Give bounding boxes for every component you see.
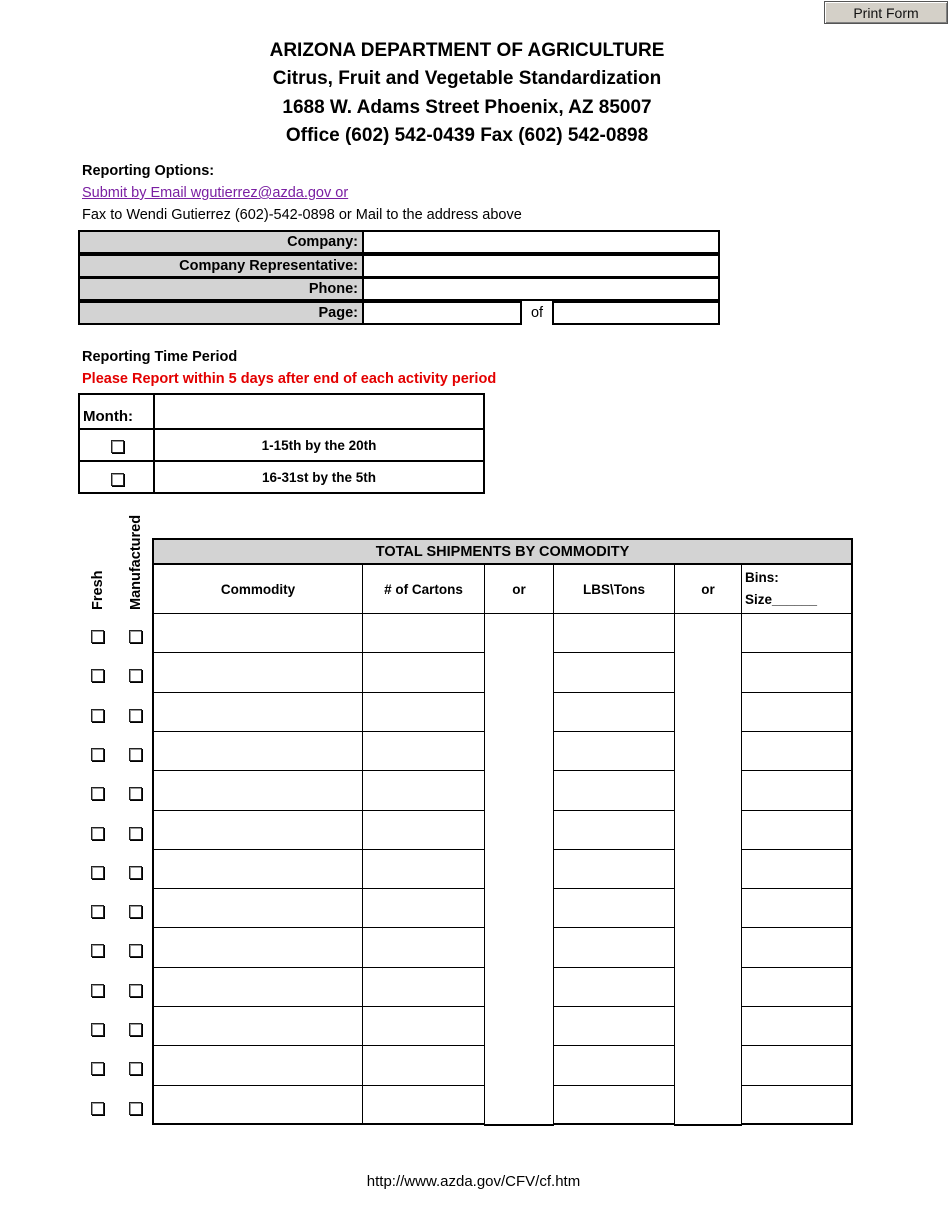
- bins-input-row-1[interactable]: [741, 613, 853, 653]
- lbs-tons-input-row-4[interactable]: [553, 731, 675, 771]
- shipments-table-title: TOTAL SHIPMENTS BY COMMODITY: [152, 538, 853, 565]
- manufactured-checkbox-row-10[interactable]: [129, 984, 142, 997]
- commodity-input-row-10[interactable]: [152, 967, 363, 1007]
- page-total-input[interactable]: [552, 301, 720, 325]
- manufactured-checkbox-row-9[interactable]: [129, 944, 142, 957]
- lbs-tons-input-row-9[interactable]: [553, 927, 675, 968]
- fax-mail-instructions: Fax to Wendi Gutierrez (602)-542-0898 or Mail to the address above: [82, 207, 522, 223]
- month-label: Month:: [78, 393, 155, 430]
- agency-title: ARIZONA DEPARTMENT OF AGRICULTURE: [269, 40, 665, 61]
- fresh-checkbox-row-8[interactable]: [91, 905, 104, 918]
- lbs-tons-input-row-6[interactable]: [553, 810, 675, 850]
- bins-input-row-8[interactable]: [741, 888, 853, 928]
- or-column-body-2: [674, 613, 742, 1126]
- cartons-column-header: # of Cartons: [362, 564, 485, 614]
- fresh-checkbox-row-6[interactable]: [91, 827, 104, 840]
- bins-column-header: [741, 564, 853, 614]
- page-label: Page:: [78, 301, 364, 325]
- bins-input-row-13[interactable]: [741, 1085, 853, 1125]
- period-1-checkbox-cell: [78, 428, 155, 462]
- lbs-tons-input-row-7[interactable]: [553, 849, 675, 889]
- manufactured-checkbox-row-6[interactable]: [129, 827, 142, 840]
- manufactured-checkbox-row-4[interactable]: [129, 748, 142, 761]
- fresh-checkbox-row-1[interactable]: [91, 630, 104, 643]
- manufactured-checkbox-row-3[interactable]: [129, 709, 142, 722]
- cartons-input-row-6[interactable]: [362, 810, 485, 850]
- month-input[interactable]: [153, 393, 485, 430]
- bins-input-row-4[interactable]: [741, 731, 853, 771]
- cartons-input-row-12[interactable]: [362, 1045, 485, 1086]
- or-column-body-1: [484, 613, 554, 1126]
- fresh-checkbox-row-2[interactable]: [91, 669, 104, 682]
- agency-phone-fax: Office (602) 542-0439 Fax (602) 542-0898: [285, 125, 649, 146]
- fresh-checkbox-row-10[interactable]: [91, 984, 104, 997]
- division-title: Citrus, Fruit and Vegetable Standardization: [272, 68, 662, 89]
- bins-input-row-6[interactable]: [741, 810, 853, 850]
- fresh-checkbox-row-12[interactable]: [91, 1062, 104, 1075]
- manufactured-checkbox-row-2[interactable]: [129, 669, 142, 682]
- fresh-checkbox-row-11[interactable]: [91, 1023, 104, 1036]
- fresh-checkbox-row-9[interactable]: [91, 944, 104, 957]
- phone-input[interactable]: [362, 277, 720, 301]
- print-form-button[interactable]: Print Form: [824, 1, 948, 24]
- company-input[interactable]: [362, 230, 720, 254]
- commodity-input-row-9[interactable]: [152, 927, 363, 968]
- lbs-tons-input-row-2[interactable]: [553, 652, 675, 693]
- agency-address: 1688 W. Adams Street Phoenix, AZ 85007: [282, 97, 652, 118]
- phone-label: Phone:: [78, 277, 364, 301]
- manufactured-checkbox-row-12[interactable]: [129, 1062, 142, 1075]
- fresh-checkbox-row-4[interactable]: [91, 748, 104, 761]
- bins-input-row-2[interactable]: [741, 652, 853, 693]
- cartons-input-row-13[interactable]: [362, 1085, 485, 1125]
- cartons-input-row-10[interactable]: [362, 967, 485, 1007]
- commodity-input-row-13[interactable]: [152, 1085, 363, 1125]
- bins-input-row-12[interactable]: [741, 1045, 853, 1086]
- commodity-input-row-12[interactable]: [152, 1045, 363, 1086]
- lbs-tons-input-row-13[interactable]: [553, 1085, 675, 1125]
- commodity-input-row-3[interactable]: [152, 692, 363, 732]
- manufactured-checkbox-row-7[interactable]: [129, 866, 142, 879]
- manufactured-checkbox-row-11[interactable]: [129, 1023, 142, 1036]
- commodity-column-header: Commodity: [152, 564, 363, 614]
- period-2-checkbox[interactable]: [111, 473, 124, 486]
- period-2-checkbox-cell: [78, 460, 155, 494]
- commodity-input-row-6[interactable]: [152, 810, 363, 850]
- lbs-tons-input-row-5[interactable]: [553, 770, 675, 811]
- bins-label: Bins:: [745, 570, 779, 585]
- commodity-input-row-4[interactable]: [152, 731, 363, 771]
- period-1-label: 1-15th by the 20th: [153, 428, 485, 462]
- commodity-input-row-7[interactable]: [152, 849, 363, 889]
- bins-size-label: Size______: [745, 592, 818, 607]
- commodity-input-row-5[interactable]: [152, 770, 363, 811]
- or-column-header-2: or: [674, 564, 742, 614]
- manufactured-checkbox-row-5[interactable]: [129, 787, 142, 800]
- lbs-tons-input-row-10[interactable]: [553, 967, 675, 1007]
- commodity-input-row-2[interactable]: [152, 652, 363, 693]
- lbs-tons-input-row-1[interactable]: [553, 613, 675, 653]
- representative-label: Company Representative:: [78, 254, 364, 278]
- footer-url: http://www.azda.gov/CFV/cf.htm: [366, 1173, 581, 1190]
- cartons-input-row-8[interactable]: [362, 888, 485, 928]
- page-of-label: of: [530, 305, 544, 321]
- fresh-checkbox-row-5[interactable]: [91, 787, 104, 800]
- submit-by-email-link[interactable]: Submit by Email wgutierrez@azda.gov or: [82, 185, 349, 201]
- lbs-tons-input-row-11[interactable]: [553, 1006, 675, 1046]
- commodity-input-row-1[interactable]: [152, 613, 363, 653]
- lbs-tons-input-row-12[interactable]: [553, 1045, 675, 1086]
- cartons-input-row-5[interactable]: [362, 770, 485, 811]
- period-2-label: 16-31st by the 5th: [153, 460, 485, 494]
- period-1-checkbox[interactable]: [111, 440, 124, 453]
- representative-input[interactable]: [362, 254, 720, 278]
- cartons-input-row-2[interactable]: [362, 652, 485, 693]
- bins-input-row-10[interactable]: [741, 967, 853, 1007]
- cartons-input-row-1[interactable]: [362, 613, 485, 653]
- cartons-input-row-11[interactable]: [362, 1006, 485, 1046]
- time-period-title: Reporting Time Period: [82, 349, 238, 365]
- bins-input-row-9[interactable]: [741, 927, 853, 968]
- lbs-tons-input-row-8[interactable]: [553, 888, 675, 928]
- page-number-input[interactable]: [362, 301, 522, 325]
- bins-input-row-11[interactable]: [741, 1006, 853, 1046]
- bins-input-row-5[interactable]: [741, 770, 853, 811]
- commodity-input-row-8[interactable]: [152, 888, 363, 928]
- or-column-header-1: or: [484, 564, 554, 614]
- company-label: Company:: [78, 230, 364, 254]
- bins-input-row-7[interactable]: [741, 849, 853, 889]
- manufactured-checkbox-row-1[interactable]: [129, 630, 142, 643]
- fresh-checkbox-row-7[interactable]: [91, 866, 104, 879]
- report-deadline-notice: Please Report within 5 days after end of each activity period: [82, 371, 497, 387]
- cartons-input-row-3[interactable]: [362, 692, 485, 732]
- fresh-checkbox-row-3[interactable]: [91, 709, 104, 722]
- fresh-column-label: Fresh: [90, 570, 106, 610]
- reporting-options-title: Reporting Options:: [82, 163, 215, 179]
- cartons-input-row-9[interactable]: [362, 927, 485, 968]
- lbs-tons-input-row-3[interactable]: [553, 692, 675, 732]
- manufactured-column-label: Manufactured: [128, 514, 144, 610]
- fresh-checkbox-row-13[interactable]: [91, 1102, 104, 1115]
- cartons-input-row-7[interactable]: [362, 849, 485, 889]
- bins-input-row-3[interactable]: [741, 692, 853, 732]
- cartons-input-row-4[interactable]: [362, 731, 485, 771]
- lbs-tons-column-header: LBS\Tons: [553, 564, 675, 614]
- manufactured-checkbox-row-8[interactable]: [129, 905, 142, 918]
- manufactured-checkbox-row-13[interactable]: [129, 1102, 142, 1115]
- commodity-input-row-11[interactable]: [152, 1006, 363, 1046]
